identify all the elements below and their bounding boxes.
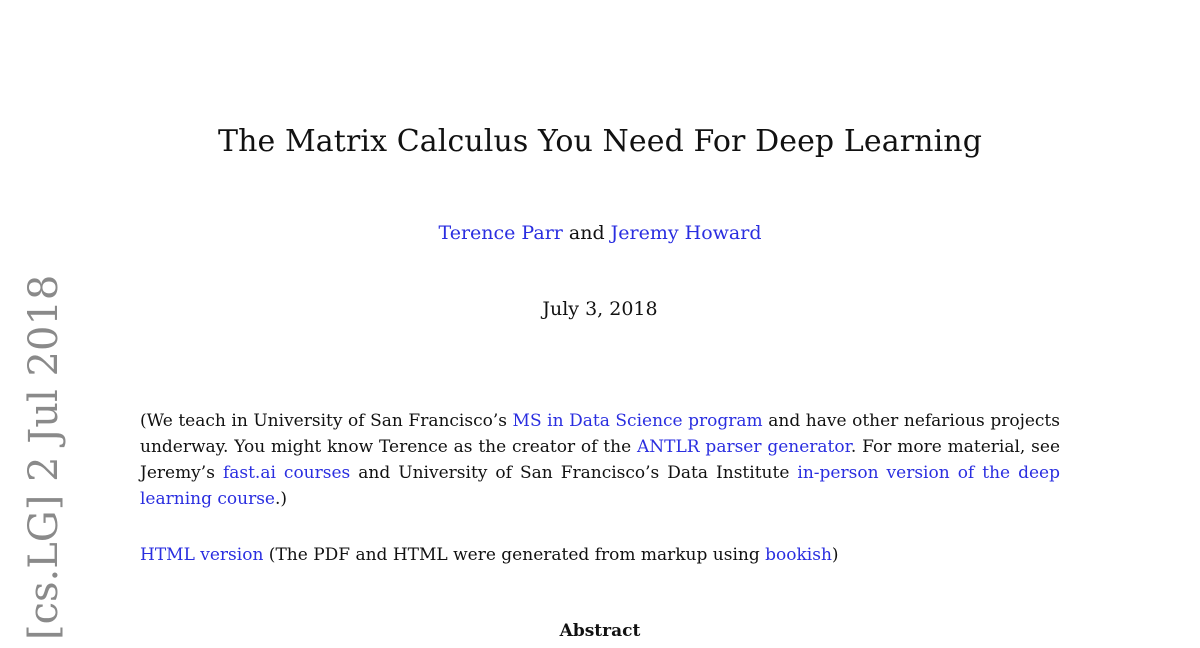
author-link-terence-parr[interactable]: Terence Parr (438, 222, 563, 244)
intro-paragraph (140, 408, 1060, 512)
intro-text-2: and have other nefarious projects underway. You might know Terence as the creator of the (140, 411, 1060, 457)
html-version-paragraph (140, 542, 1060, 568)
intro-text-1: (We teach in University of San Francisco’s (140, 411, 513, 431)
bookish-link[interactable]: bookish (765, 545, 832, 565)
html-version-text-2: ) (831, 545, 839, 565)
intro-text-4: and University of San Francisco’s Data Institute (350, 463, 798, 483)
paper-title: The Matrix Calculus You Need For Deep Learning (217, 124, 983, 159)
authors-connector: and (562, 222, 611, 244)
html-version-text-1: (The PDF and HTML were generated from markup using (263, 545, 766, 565)
author-link-jeremy-howard[interactable]: Jeremy Howard (610, 222, 762, 244)
paper-date: July 3, 2018 (542, 298, 658, 320)
intro-text-3: . For more material, see Jeremy’s (140, 437, 1060, 483)
html-version-link[interactable]: HTML version (140, 545, 264, 565)
ms-data-science-link[interactable]: MS in Data Science program (512, 411, 763, 431)
fastai-courses-link[interactable]: fast.ai courses (222, 463, 351, 483)
arxiv-sidebar-stamp: [cs.LG] 2 Jul 2018 (21, 274, 67, 640)
antlr-link[interactable]: ANTLR parser generator (637, 437, 851, 457)
intro-text-5: .) (275, 489, 288, 509)
abstract-heading: Abstract (559, 621, 641, 641)
authors-line (0, 220, 1200, 246)
in-person-course-link[interactable]: in-person version of the deep learning course (140, 463, 1060, 509)
